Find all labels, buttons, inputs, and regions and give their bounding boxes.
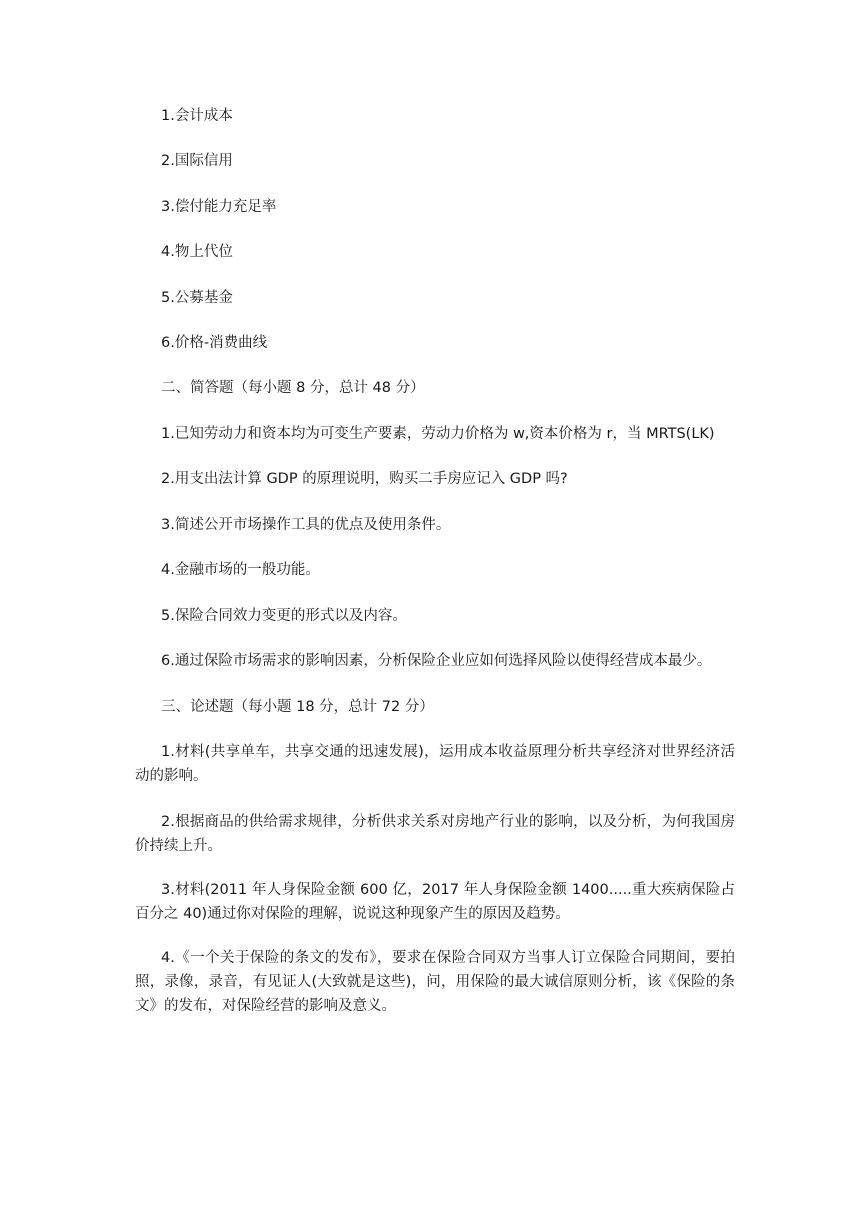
essay-question-2: 2.根据商品的供给需求规律，分析供求关系对房地产行业的影响，以及分析，为何我国房价持续上升。	[135, 814, 735, 854]
short-answer-question-2: 2.用支出法计算 GDP 的原理说明，购买二手房应记入 GDP 吗?	[161, 471, 568, 487]
essay-question-4: 4.《一个关于保险的条文的发布》，要求在保险合同双方当事人订立保险合同期间，要拍照，录像，录音，有见证人(大致就是这些)，问，用保险的最大诚信原则分析，该《保险的条文》的发布，对保险经营的影响及意义。	[135, 950, 735, 1014]
essay-question-1: 1.材料(共享单车，共享交通的迅速发展)，运用成本收益原理分析共享经济对世界经济活动的影响。	[135, 744, 735, 784]
term-item-3: 3.偿付能力充足率	[161, 199, 277, 215]
short-answer-question-4: 4.金融市场的一般功能。	[161, 562, 320, 578]
short-answer-question-6: 6.通过保险市场需求的影响因素，分析保险企业应如何选择风险以使得经营成本最少。	[161, 653, 712, 669]
term-item-5: 5.公募基金	[161, 290, 233, 306]
section-heading-essay: 三、论述题（每小题 18 分，总计 72 分）	[161, 699, 434, 715]
essay-question-3: 3.材料(2011 年人身保险金额 600 亿，2017 年人身保险金额 1400.....重大疾病保险占百分之 40)通过你对保险的理解，说说这种现象产生的原因及趋势。	[135, 882, 735, 922]
section-heading-short-answer: 二、简答题（每小题 8 分，总计 48 分）	[161, 380, 425, 396]
short-answer-question-5: 5.保险合同效力变更的形式以及内容。	[161, 608, 407, 624]
short-answer-question-1: 1.已知劳动力和资本均为可变生产要素，劳动力价格为 w,资本价格为 r，当 MRTS(LK)	[161, 426, 715, 442]
term-item-2: 2.国际信用	[161, 153, 233, 169]
short-answer-question-3: 3.简述公开市场操作工具的优点及使用条件。	[161, 517, 451, 533]
term-item-6: 6.价格-消费曲线	[161, 335, 268, 351]
term-item-4: 4.物上代位	[161, 244, 233, 260]
term-item-1: 1.会计成本	[161, 108, 233, 124]
